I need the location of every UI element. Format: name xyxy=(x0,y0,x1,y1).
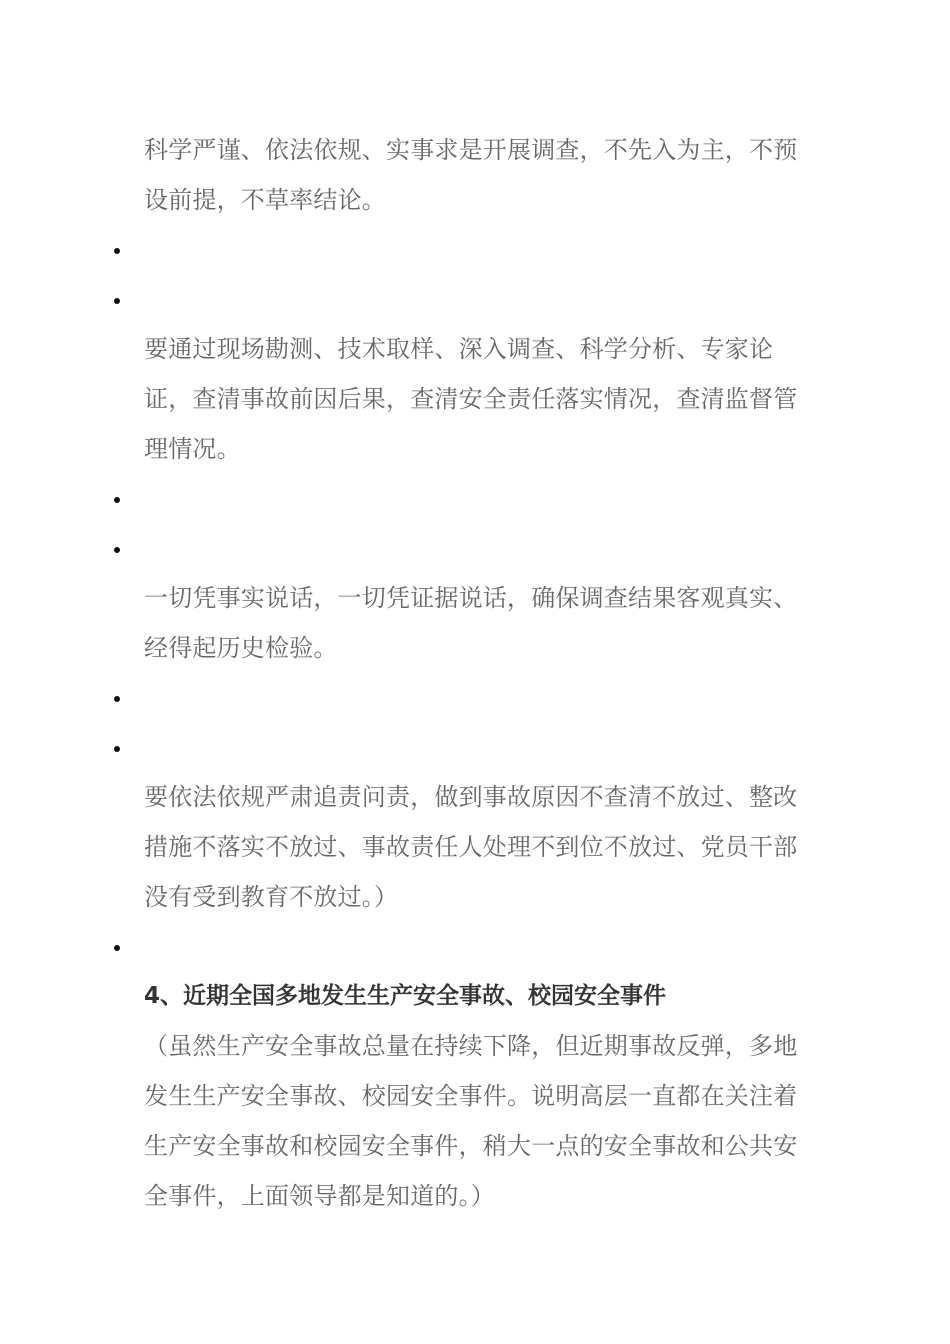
paragraph-investigation-principles: 科学严谨、依法依规、实事求是开展调查，不先入为主，不预设前提，不草率结论。 xyxy=(144,136,798,214)
bullet-point xyxy=(114,547,120,553)
paragraph-accountability: 要依法依规严肃追责问责，做到事故原因不查清不放过、整改措施不落实不放过、事故责任人处理不到位不放过、党员干部没有受到教育不放过。） xyxy=(144,783,798,911)
bullet-point xyxy=(114,298,120,304)
paragraph-facts-evidence: 一切凭事实说话，一切凭证据说话，确保调查结果客观真实、经得起历史检验。 xyxy=(144,584,798,662)
bullet-point xyxy=(114,248,120,254)
paragraph-investigation-methods: 要通过现场勘测、技术取样、深入调查、科学分析、专家论证，查清事故前因后果，查清安全责任落实情况，查清监督管理情况。 xyxy=(144,335,798,463)
bullet-point xyxy=(114,497,120,503)
bullet-point xyxy=(114,696,120,702)
bullet-point xyxy=(114,945,120,951)
bullet-point xyxy=(114,746,120,752)
paragraph-recent-incidents: （虽然生产安全事故总量在持续下降，但近期事故反弹，多地发生生产安全事故、校园安全事件。说明高层一直都在关注着生产安全事故和校园安全事件，稍大一点的安全事故和公共安全事件，上面领导都是知道的。） xyxy=(144,1032,798,1210)
section-heading-4: 4、近期全国多地发生生产安全事故、校园安全事件 xyxy=(144,983,667,1009)
